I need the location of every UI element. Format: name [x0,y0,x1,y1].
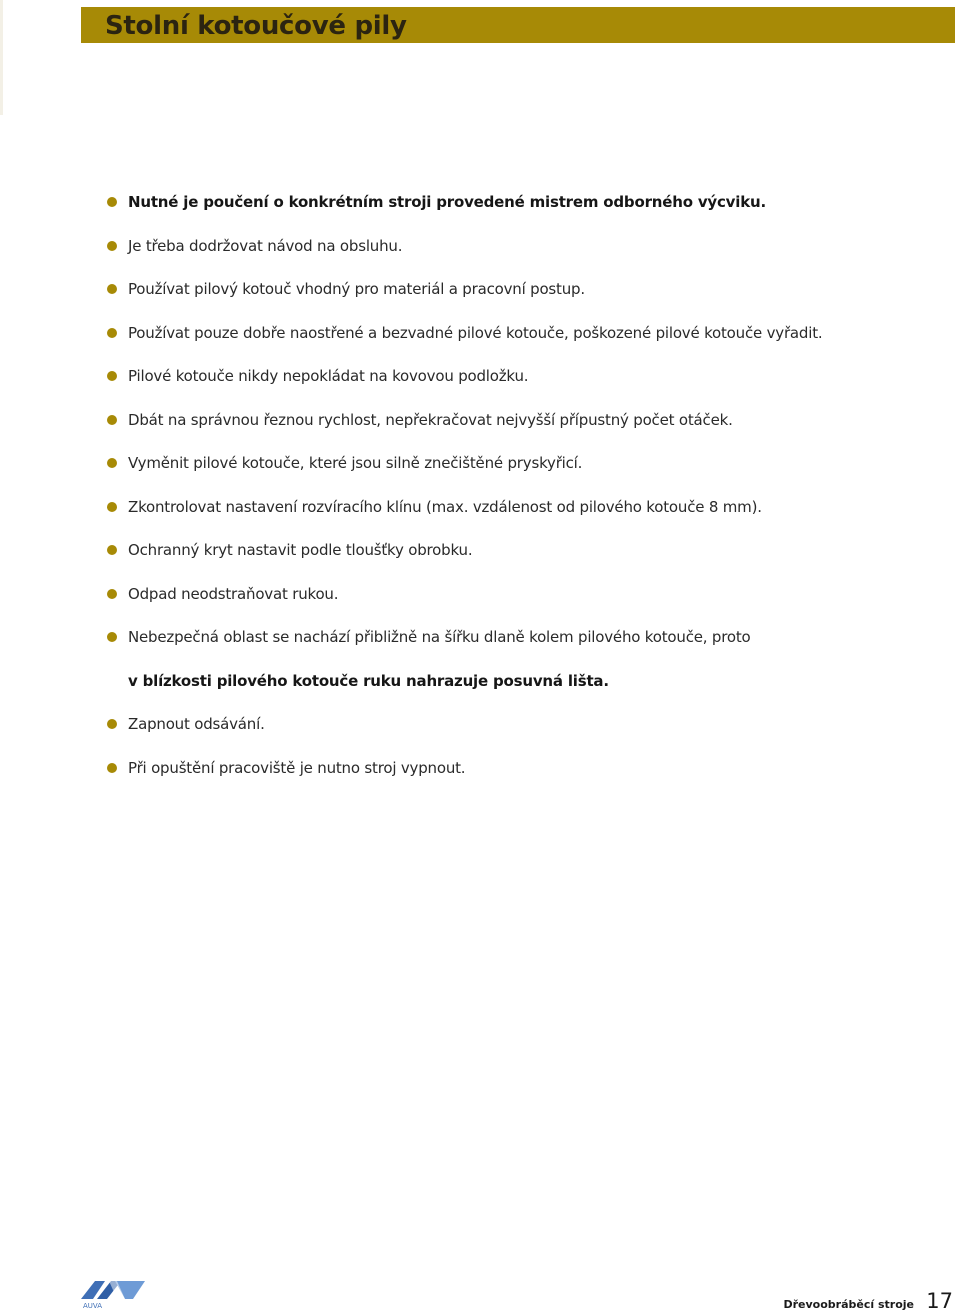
rule-text: Odpad neodstraňovat rukou. [128,585,339,603]
page-edge-strip [0,0,3,115]
bullet-icon [107,371,117,381]
footer-section-label: Dřevoobráběcí stroje [783,1298,914,1311]
rule-item [128,497,908,517]
rule-text: Dbát na správnou řeznou rychlost, nepřekračovat nejvyšší přípustný počet otáček. [128,411,733,429]
rule-item [128,236,908,256]
rule-text: Používat pouze dobře naostřené a bezvadné pilové kotouče, poškozené pilové kotouče vyřadit. [128,324,823,342]
auva-logo [81,1279,146,1309]
rule-text: Je třeba dodržovat návod na obsluhu. [128,237,403,255]
bullet-icon [107,458,117,468]
page-number: 17 [926,1289,953,1313]
rule-item [128,540,908,560]
rule-item [128,671,908,691]
bullet-icon [107,632,117,642]
rule-text: Vyměnit pilové kotouče, které jsou silně znečištěné pryskyřicí. [128,454,583,472]
bullet-icon [107,241,117,251]
bullet-icon [107,545,117,555]
bullet-icon [107,502,117,512]
rule-item [128,584,908,604]
rule-text: v blízkosti pilového kotouče ruku nahrazuje posuvná lišta. [128,672,609,690]
rule-text: Pilové kotouče nikdy nepokládat na kovovou podložku. [128,367,529,385]
rule-text: Nutné je poučení o konkrétním stroji provedené mistrem odborného výcviku. [128,193,766,211]
rule-item [128,714,908,734]
rule-item [128,279,908,299]
rule-text: Při opuštění pracoviště je nutno stroj vypnout. [128,759,466,777]
page-title: Stolní kotoučové pily [105,11,407,41]
rule-text: Používat pilový kotouč vhodný pro materiál a pracovní postup. [128,280,585,298]
bullet-icon [107,763,117,773]
rule-item [128,758,908,778]
bullet-icon [107,719,117,729]
bullet-icon [107,284,117,294]
bullet-icon [107,328,117,338]
rule-text: Zapnout odsávání. [128,715,265,733]
rule-text: Ochranný kryt nastavit podle tloušťky obrobku. [128,541,473,559]
rule-item [128,192,908,212]
bullet-icon [107,197,117,207]
bullet-icon [107,589,117,599]
rule-text: Nebezpečná oblast se nachází přibližně na šířku dlaně kolem pilového kotouče, proto [128,628,751,646]
bullet-icon [107,415,117,425]
logo-text: AUVA [83,1302,103,1309]
rule-item [128,627,908,647]
rule-item [128,410,908,430]
rule-item [128,453,908,473]
rule-item [128,366,908,386]
rule-text: Zkontrolovat nastavení rozvíracího klínu (max. vzdálenost od pilového kotouče 8 mm). [128,498,762,516]
rule-item [128,323,908,343]
title-bar [81,7,955,43]
